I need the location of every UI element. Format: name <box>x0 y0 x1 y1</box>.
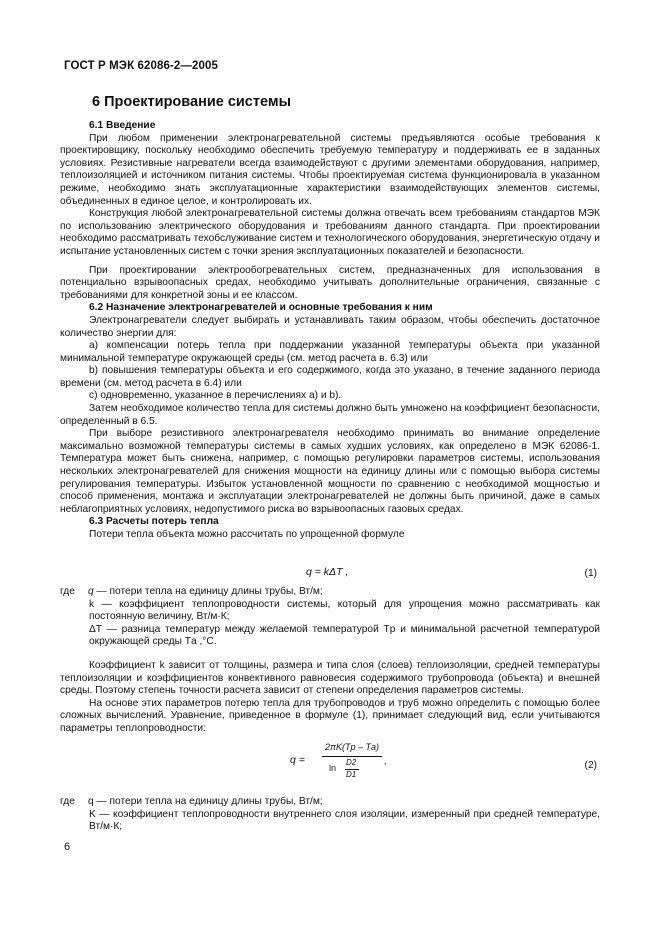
paragraph: Конструкция любой электронагревательной системы должна отвечать всем требованиям стандартов МЭК по использованию электрического оборудования и требованиям данного стандарта. При проектировании необходимо рассматривать техобслуживание систем и технологического оборудования, энергетическую отдачу и испытание установленных систем с точки зрения эксплуатационных показателей и безопасности. <box>60 208 600 257</box>
formula-1: q = kΔT , <box>306 566 349 578</box>
paragraph: Затем необходимое количество тепла для системы должно быть умножено на коэффициент безопасности, определенный в 6.5. <box>60 403 600 427</box>
definition-k: k — коэффициент теплопроводности системы, который для упрощения можно рассматривать как постоянную величину, Вт/м·К; <box>89 598 600 623</box>
paragraph: При любом применении электронагревательной системы предъявляются особые требования к проектировщику, поскольку необходимо обеспечить требуемую температуру и поддерживать ее в заданных условиях. Резистивные нагреватели всегда взаимодействуют с другими элементами оборудования, например, теплоизоляцией и источником питания системы. Чтобы проектируемая система функционировала в указанном режиме, необходимо знать эксплуатационные характеристики взаимодействующих элементов системы, объединенных в единое целое, и контролировать их. <box>60 132 600 207</box>
definition-q: q — потери тепла на единицу длины трубы, Вт/м; <box>88 796 323 807</box>
section-title: 6 Проектирование системы <box>92 94 291 110</box>
document-header: ГОСТ Р МЭК 62086-2—2005 <box>64 60 218 72</box>
subsection-heading-6-3: 6.3 Расчеты потерь тепла <box>89 516 219 528</box>
formula-2-ln: ln <box>329 763 337 773</box>
definition-K: K — коэффициент теплопроводности внутреннего слоя изоляции, измеренный при средней температуре, Вт/м·К; <box>89 808 600 833</box>
list-item: с) одновременно, указанное в перечислениях а) и b). <box>89 390 342 402</box>
page-number: 6 <box>64 841 71 853</box>
paragraph: При выборе резистивного электронагревателя необходимо принимать во внимание определение максимально возможной температуры системы в самых худших условиях, как определено в МЭК 62086-1. Температура может быть снижена, например, с помощью регулировки параметров системы, использования нескольких электронагревателей для снижения мощности на единицу длины или с помощью выбора системы регулирования температуры. Избыток установленной мощности по сравнению с необходимой мощностью и способ применения, монтажа и эксплуатации электронагревателей не должны быть причиной, даже в самых неблагоприятных условиях, недопустимого риска во взрывоопасных газовых средах. <box>60 428 600 515</box>
paragraph: При проектировании электрообогревательных систем, предназначенных для использования в потенциально взрывоопасных средах, необходимо учитывать дополнительные ограничения, связанные с требованиями для конкретной зоны и ее классом. <box>60 264 600 301</box>
formula-1-definitions <box>60 586 600 649</box>
body-text-block-1 <box>60 120 600 542</box>
subsection-heading-6-1: 6.1 Введение <box>89 120 156 131</box>
formula-2-lhs: q = <box>290 754 305 766</box>
formula-2-d1: D1 <box>346 770 357 779</box>
formula-2-d2: D2 <box>346 758 357 767</box>
paragraph: Электронагреватели следует выбирать и устанавливать таким образом, чтобы обеспечить достаточное количество энергии для: <box>60 314 600 339</box>
paragraph: Коэффициент k зависит от толщины, размера и типа слоя (слоев) теплоизоляции, средней температуры теплоизоляции и коэффициентов конвективного равновесия содержимого трубопровода (объекта) и внешней среды. Поэтому степень точности расчета зависит от степени определения параметров системы. <box>60 660 600 697</box>
list-item: b) повышения температуры объекта и его содержимого, когда это указано, в течение заданного периода времени (см. метод расчета в 6.4) или <box>60 365 600 389</box>
paragraph: Потери тепла объекта можно рассчитать по упрощенной формуле <box>89 529 405 540</box>
formula-2-number: (2) <box>584 760 597 771</box>
body-text-block-2 <box>60 660 600 736</box>
list-item: а) компенсации потерь тепла при поддержании указанной температуры объекта при указанной минимальной температуре окружающей среды (см. метод расчета в. 6.3) или <box>60 340 600 364</box>
formula-2-fraction-bar <box>322 756 382 757</box>
formula-2-definitions <box>60 796 600 834</box>
definition-delta-t: ΔT — разница температур между желаемой температурой Tр и минимальной расчетной температурой окружающей среды Tа ,°С. <box>89 623 600 648</box>
paragraph: На основе этих параметров потерю тепла для трубопроводов и труб можно определить с помощью более сложных вычислений. Уравнение, приведенное в формуле (1), принимает следующий вид, если учитываются параметры теплопроводности: <box>60 697 600 734</box>
formula-1-number: (1) <box>584 568 597 579</box>
subsection-heading-6-2: 6.2 Назначение электронагревателей и основные требования к ним <box>89 302 433 314</box>
formula-2-comma: , <box>384 756 387 766</box>
where-label: где <box>60 796 75 807</box>
where-label: где <box>60 586 75 597</box>
definition-q: q — потери тепла на единицу длины трубы, Вт/м; <box>88 586 323 597</box>
formula-2-numerator: 2πK(Tр – Tа) <box>324 742 380 752</box>
